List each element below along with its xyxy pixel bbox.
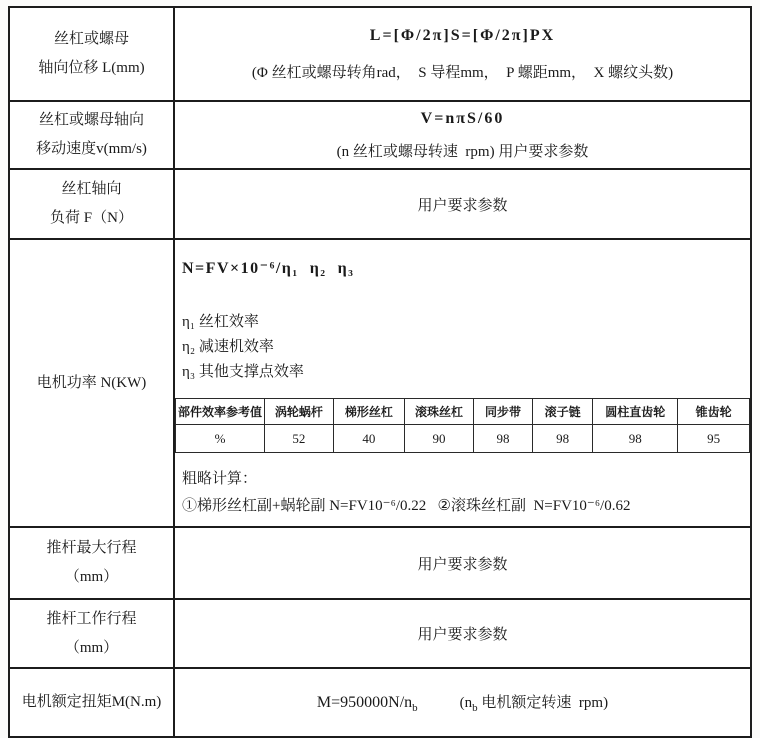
eff-value-cell: %: [176, 425, 265, 453]
label-line: 轴向位移 L(mm): [38, 60, 145, 76]
torque-note-subscript: b: [472, 701, 478, 714]
label-line: 推杆工作行程: [46, 610, 137, 627]
eff-header-cell: 部件效率参考值: [176, 399, 265, 425]
efficiency-header-row: [176, 399, 750, 425]
torque-formula-line: [175, 691, 750, 714]
torque-formula-subscript: b: [412, 702, 418, 715]
rough-calculation-title: 粗略计算：: [182, 471, 258, 487]
efficiency-values-row: [176, 425, 750, 453]
row-label-velocity: [9, 101, 174, 169]
eff-header-cell: 梯形丝杠: [333, 399, 404, 425]
velocity-formula: V=nπS/60: [420, 109, 505, 127]
eff-header-cell: 圆柱直齿轮: [593, 399, 678, 425]
eta1-definition: η₁ 丝杠效率: [182, 314, 259, 330]
eff-value-cell: 98: [593, 425, 678, 453]
table-row-power: [9, 239, 751, 527]
label-line: （mm）: [64, 639, 119, 656]
label-line: 电机功率 N(KW): [36, 374, 147, 391]
torque-note: ($n_b$ 电机额定转速 rpm): [459, 694, 609, 714]
table-row-load: [9, 169, 751, 239]
eta3-definition: η₃ 其他支撑点效率: [182, 364, 304, 380]
label-line: 丝杠轴向: [61, 181, 122, 197]
eff-header-cell: 涡轮蜗杆: [264, 399, 333, 425]
row-label-power: [9, 239, 174, 527]
row-content-power: [174, 239, 751, 527]
row-content-velocity: [174, 101, 751, 169]
load-value: 用户要求参数: [417, 197, 508, 214]
eff-value-cell: 98: [533, 425, 593, 453]
eff-value-cell: 52: [264, 425, 333, 453]
work-stroke-value: 用户要求参数: [417, 627, 508, 643]
eff-header-cell: 滚子链: [533, 399, 593, 425]
table-row-displacement: [9, 7, 751, 101]
table-row-torque: [9, 668, 751, 737]
row-label-max-stroke: [9, 527, 174, 599]
displacement-formula: L=[Φ/2π]S=[Φ/2π]PX: [369, 26, 556, 44]
row-label-load: [9, 169, 174, 239]
label-line: 推杆最大行程: [46, 540, 137, 556]
table-row-velocity: [9, 101, 751, 169]
velocity-note: (n 丝杠或螺母转速 rpm) 用户要求参数: [336, 143, 589, 160]
eff-header-cell: 滚珠丝杠: [405, 399, 474, 425]
eff-header-cell: 锥齿轮: [678, 399, 750, 425]
label-line: 移动速度v(mm/s): [36, 141, 147, 157]
table-row-work-stroke: [9, 599, 751, 668]
eff-value-cell: 40: [333, 425, 404, 453]
eta-definitions: [182, 310, 750, 385]
row-label-work-stroke: [9, 599, 174, 668]
table-row-max-stroke: [9, 527, 751, 599]
row-label-torque: [9, 668, 174, 737]
row-content-max-stroke: [174, 527, 751, 599]
rough-calculation: [182, 466, 750, 520]
row-content-torque: [174, 668, 751, 737]
label-line: （mm）: [64, 569, 119, 585]
displacement-note: (Φ 丝杠或螺母转角rad， S 导程mm， P 螺距mm， X 螺纹头数): [251, 64, 674, 81]
spec-table: [8, 6, 752, 738]
label-line: 丝杠或螺母轴向: [38, 112, 144, 128]
rough-calculation-line: ①梯形丝杠副+蜗轮副 N=FV10⁻⁶/0.22 ②滚珠丝杠副 N=FV10⁻⁶/0.62: [182, 498, 631, 514]
row-content-load: [174, 169, 751, 239]
row-label-displacement: [9, 7, 174, 101]
efficiency-reference-table: [175, 398, 750, 453]
row-content-work-stroke: [174, 599, 751, 668]
label-line: 电机额定扭矩M(N.m): [21, 694, 162, 710]
eff-value-cell: 95: [678, 425, 750, 453]
max-stroke-value: 用户要求参数: [417, 556, 508, 573]
eff-value-cell: 90: [405, 425, 474, 453]
eta2-definition: η₂ 减速机效率: [182, 339, 274, 355]
power-formula: N=FV×10⁻⁶/η₁ η₂ η₃: [182, 260, 355, 277]
label-line: 丝杠或螺母: [53, 31, 129, 47]
eff-value-cell: 98: [473, 425, 532, 453]
row-content-displacement: [174, 7, 751, 101]
label-line: 负荷 F（N）: [50, 210, 133, 226]
eff-header-cell: 同步带: [473, 399, 532, 425]
torque-formula: $M=950000N/n_b$: [316, 693, 418, 715]
